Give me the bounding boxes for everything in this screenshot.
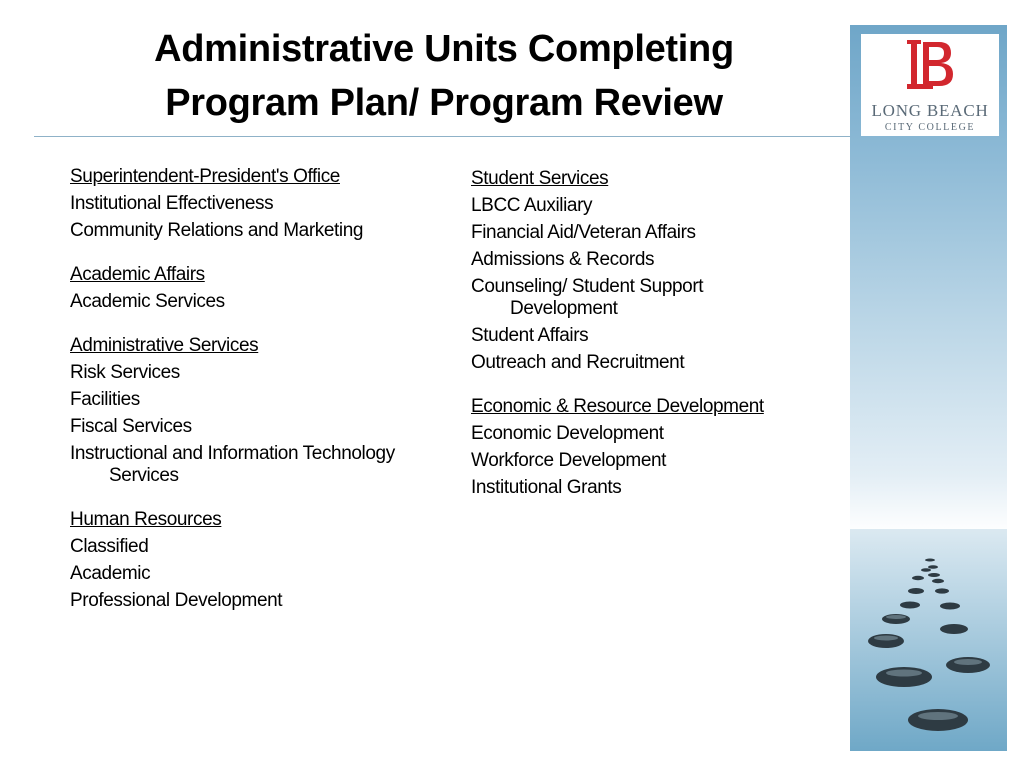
unit-heading: Administrative Services bbox=[70, 335, 259, 356]
unit-heading: Economic & Resource Development bbox=[471, 396, 764, 417]
logo-text-city-college: CITY COLLEGE bbox=[884, 122, 976, 133]
unit-item: Risk Services bbox=[70, 362, 180, 383]
unit-item: Fiscal Services bbox=[70, 416, 192, 437]
unit-item: Institutional Effectiveness bbox=[70, 193, 274, 214]
unit-item: Admissions & Records bbox=[471, 249, 655, 270]
unit-item: LBCC Auxiliary bbox=[471, 195, 593, 216]
title-divider bbox=[34, 136, 850, 137]
unit-item: Classified bbox=[70, 536, 149, 557]
unit-heading: Student Services bbox=[471, 168, 609, 189]
left-unit-list bbox=[70, 166, 410, 617]
unit-item: Professional Development bbox=[70, 590, 283, 611]
lb-monogram-icon bbox=[905, 36, 955, 98]
unit-item: Academic Services bbox=[70, 291, 225, 312]
unit-item: Student Affairs bbox=[471, 325, 589, 346]
unit-item: Academic bbox=[70, 563, 151, 584]
title-line-2: Program Plan/ Program Review bbox=[165, 82, 723, 124]
stepping-stones-illustration bbox=[850, 529, 1007, 751]
unit-item: Counseling/ Student Support Development bbox=[471, 276, 704, 319]
unit-item: Economic Development bbox=[471, 423, 664, 444]
logo-text-long-beach: LONG BEACH bbox=[871, 101, 989, 120]
unit-item: Facilities bbox=[70, 389, 140, 410]
unit-item: Outreach and Recruitment bbox=[471, 352, 685, 373]
unit-item: Instructional and Information Technology Services bbox=[70, 443, 395, 486]
unit-item: Community Relations and Marketing bbox=[70, 220, 364, 241]
slide-title bbox=[34, 22, 854, 130]
unit-heading: Academic Affairs bbox=[70, 264, 205, 285]
unit-item: Workforce Development bbox=[471, 450, 667, 471]
stepping-stones-photo bbox=[850, 529, 1007, 751]
title-line-1: Administrative Units Completing bbox=[154, 28, 734, 70]
right-unit-list bbox=[471, 168, 811, 504]
unit-item: Institutional Grants bbox=[471, 477, 622, 498]
unit-item: Financial Aid/Veteran Affairs bbox=[471, 222, 696, 243]
unit-heading: Human Resources bbox=[70, 509, 222, 530]
unit-heading: Superintendent-President's Office bbox=[70, 166, 340, 187]
